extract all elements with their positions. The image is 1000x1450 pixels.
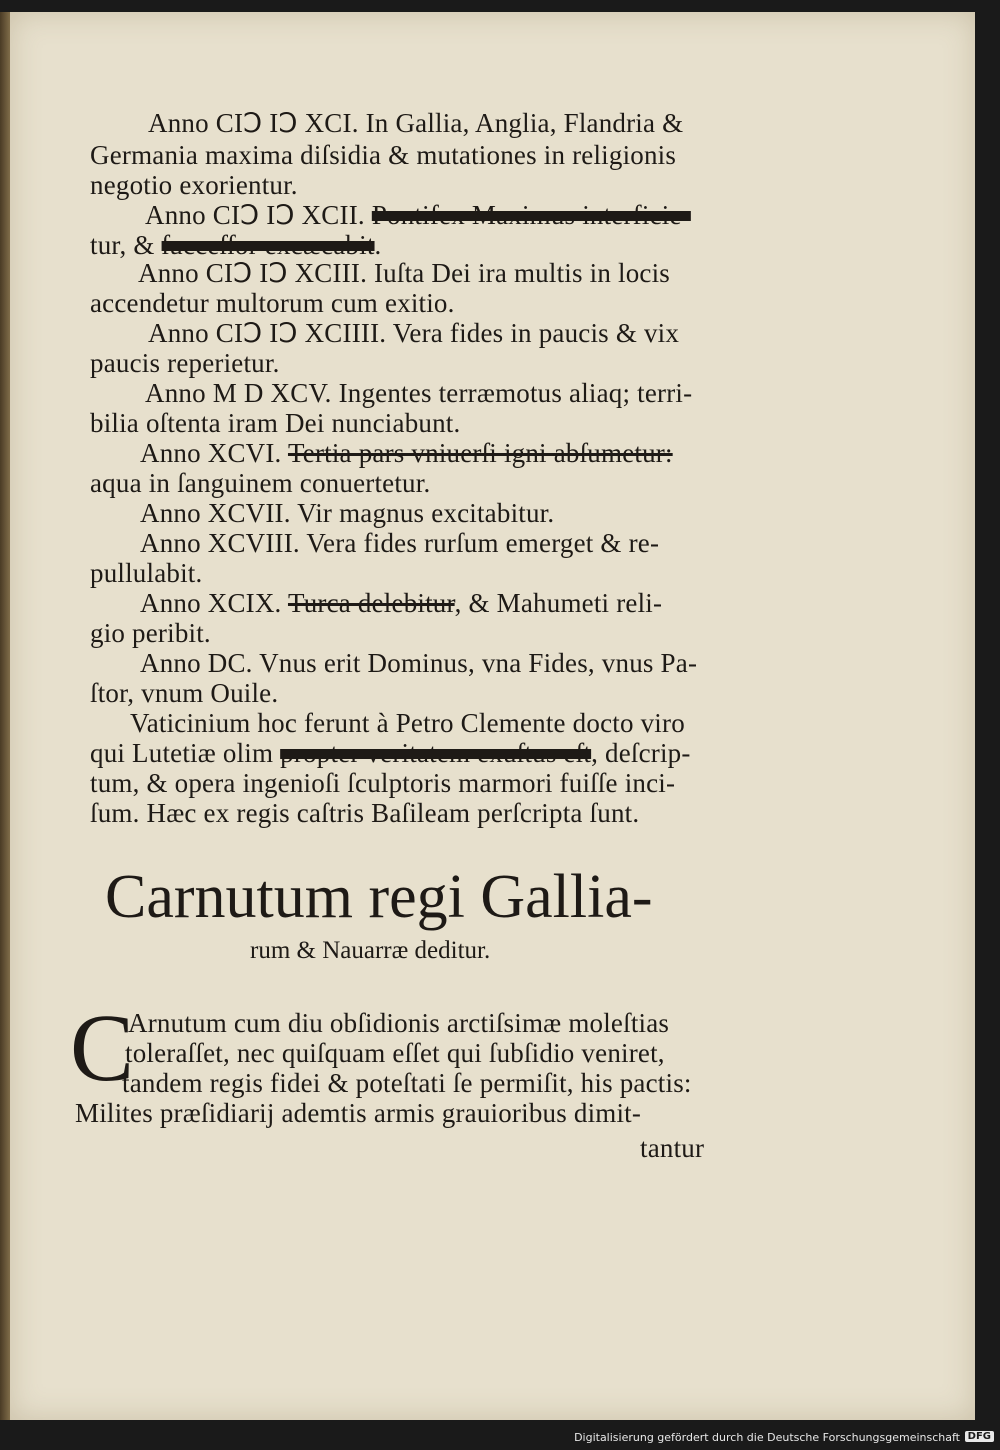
text-line: aqua in ſanguinem conuertetur. — [90, 468, 431, 498]
struck-out-text: Pontifex Maximus interficie- — [371, 200, 691, 230]
line-text: . — [374, 230, 382, 260]
line-text: tur, & — [90, 230, 162, 260]
text-line: ſum. Hæc ex regis caſtris Baſileam perſcripta ſunt. — [90, 798, 640, 828]
text-line: pullulabit. — [90, 558, 203, 588]
digitization-footer — [0, 1428, 1000, 1450]
line-text: qui Lutetiæ olim — [90, 738, 281, 768]
footer-credit-text: Digitalisierung gefördert durch die Deutsche Forschungsgemeinschaft — [574, 1431, 960, 1444]
text-line: Anno XCVIII. Vera fides rurſum emerget & re- — [140, 528, 660, 558]
text-line: Anno CIↃ IↃ XCIII. Iuſta Dei ira multis in locis — [138, 258, 670, 288]
body-text-line: toleraſſet, nec quiſquam eſſet qui ſubſidio veniret, — [125, 1038, 665, 1068]
line-text: , deſcrip- — [591, 738, 691, 768]
line-text: Anno XCVI. — [140, 438, 288, 468]
section-heading-line2: rum & Nauarræ deditur. — [250, 937, 491, 964]
text-line: Anno XCVII. Vir magnus excitabitur. — [140, 498, 555, 528]
text-line — [90, 230, 381, 261]
text-line: paucis reperietur. — [90, 348, 280, 378]
text-line: ſtor, vnum Ouile. — [90, 678, 279, 708]
text-line: tum, & opera ingenioſi ſculptoris marmori fuiſſe inci- — [90, 768, 676, 798]
line-text: Anno XCIX. — [140, 588, 288, 618]
text-line: Anno CIↃ IↃ XCI. In Gallia, Anglia, Flandria & — [148, 108, 684, 138]
struck-out-text: ſucceſſor excæcabit — [161, 230, 375, 260]
text-line: Germania maxima diſsidia & mutationes in religionis — [90, 140, 677, 170]
body-text-line: Arnutum cum diu obſidionis arctiſsimæ moleſtias — [128, 1008, 670, 1038]
drop-cap-initial: C — [70, 994, 135, 1101]
text-line: Anno DC. Vnus erit Dominus, vna Fides, vnus Pa- — [140, 648, 698, 678]
text-line — [140, 588, 662, 619]
body-text-line: tandem regis fidei & poteſtati ſe permiſit, his pactis: — [122, 1068, 692, 1098]
text-line: bilia oſtenta iram Dei nunciabunt. — [90, 408, 461, 438]
dfg-logo: DFG — [965, 1431, 994, 1442]
text-line — [140, 438, 673, 469]
line-text: Anno CIↃ IↃ XCII. — [145, 200, 372, 230]
text-line: negotio exorientur. — [90, 170, 298, 200]
struck-out-text: Turca delebitur — [287, 588, 455, 618]
text-line: Anno CIↃ IↃ XCIIII. Vera fides in paucis & vix — [148, 318, 680, 348]
text-line — [90, 738, 691, 769]
struck-out-text: Tertia pars vniuerſi igni abſumetur: — [287, 438, 673, 468]
struck-out-text: propter veritatem exuſtus eſt — [280, 738, 592, 768]
catchword: tantur — [640, 1133, 705, 1163]
text-line: gio peribit. — [90, 618, 211, 648]
text-line — [145, 200, 691, 231]
text-line: accendetur multorum cum exitio. — [90, 288, 455, 318]
section-heading-line1: Carnutum regi Gallia- — [105, 863, 653, 931]
body-text-line: Milites præſidiarij ademtis armis grauioribus dimit- — [75, 1098, 642, 1128]
line-text: , & Mahumeti reli- — [454, 588, 663, 618]
text-line: Anno M D XCV. Ingentes terræmotus aliaq; terri- — [145, 378, 693, 408]
text-line: Vaticinium hoc ferunt à Petro Clemente docto viro — [130, 708, 685, 738]
